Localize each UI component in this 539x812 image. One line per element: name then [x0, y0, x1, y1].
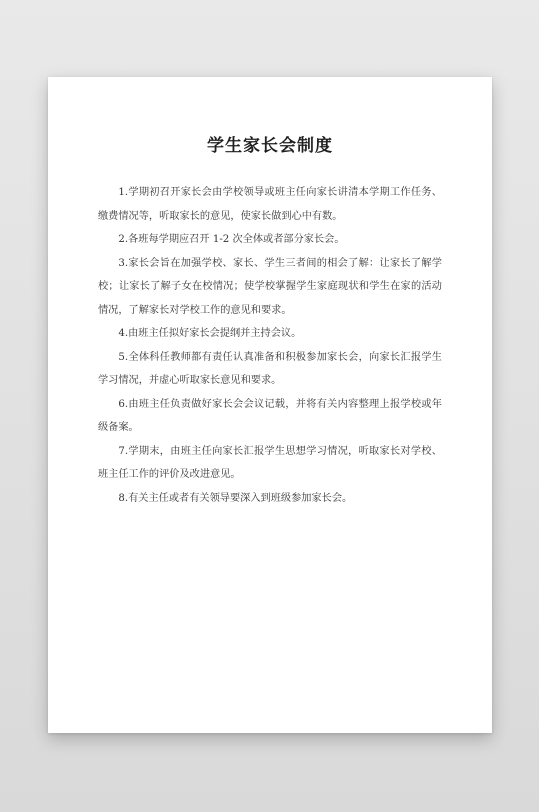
document-title: 学生家长会制度 — [207, 136, 333, 156]
document-body — [98, 181, 442, 510]
paragraph-1: 1.学期初召开家长会由学校领导或班主任向家长讲清本学期工作任务、缴费情况等，听取家长的意见，使家长做到心中有数。 — [98, 187, 442, 222]
paragraph-2: 2.各班每学期应召开 1-2 次全体或者部分家长会。 — [118, 234, 345, 245]
paragraph-6: 6.由班主任负责做好家长会会议记载，并将有关内容整理上报学校或年级备案。 — [98, 398, 442, 433]
paragraph-5: 5.全体科任教师都有责任认真准备和积极参加家长会，向家长汇报学生学习情况，并虚心听取家长意见和要求。 — [98, 351, 442, 386]
paragraph-4: 4.由班主任拟好家长会提纲并主持会议。 — [118, 328, 302, 339]
document-page — [48, 77, 492, 733]
paragraph-7: 7.学期末，由班主任向家长汇报学生思想学习情况，听取家长对学校、班主任工作的评价及改进意见。 — [98, 445, 442, 480]
paragraph-3: 3.家长会旨在加强学校、家长、学生三者间的相会了解：让家长了解学校；让家长了解子女在校情况；使学校掌握学生家庭现状和学生在家的活动情况，了解家长对学校工作的意见和要求。 — [98, 257, 442, 316]
paragraph-8: 8.有关主任或者有关领导要深入到班级参加家长会。 — [118, 492, 353, 504]
